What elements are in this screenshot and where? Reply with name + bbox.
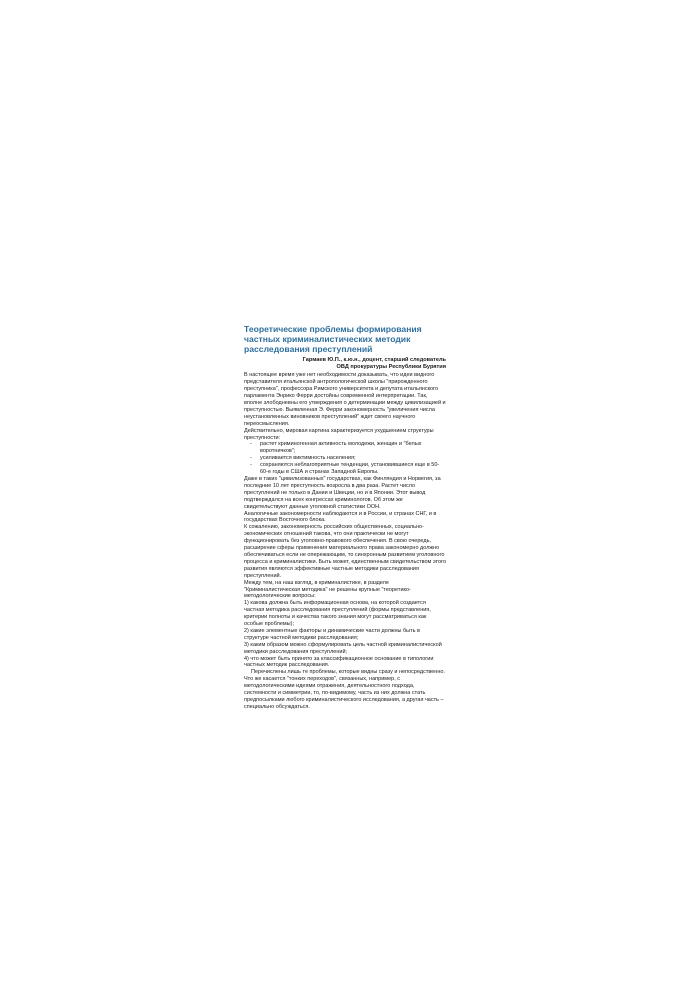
bullet-marker: - [250, 462, 252, 469]
bullet-marker: - [250, 455, 252, 462]
bullet-list [244, 441, 446, 476]
bullet-text: сохраняются неблагоприятные тенденции, установившиеся еще в 50-60-е годы в США и странах Западной Европы. [260, 462, 440, 476]
bullet-text: растет криминогенная активность молодежи, женщин и "белых воротничков"; [260, 441, 422, 455]
paragraph-statistics: Даже в таких "цивилизованных" государствах, как Финляндия и Норвегия, за последние 10 лет преступность возросла в два раза. Растет число преступлений не только в Дании и Швеции, но и в Японии. Этот вывод подтверждался на всех конгрессах криминологов. Об этом же свидетельствуют данные уголовной статистики ООН. [244, 476, 441, 510]
question-3: 3) каким образом можно сформулировать цель частной криминалистической методики расследования преступлений; [244, 641, 442, 655]
bullet-item [250, 455, 446, 462]
paragraph-structure: Действительно, мировая картина характеризуется ухудшением структуры преступности: [244, 427, 434, 441]
paragraph-questions: Между тем, на наш взгляд, в криминалистике, в разделе "Криминалистическая методика" не решены крупные "теоретико-методологические вопросы: [244, 579, 411, 600]
bullet-text: усиливается виктимность населения; [260, 455, 356, 462]
paragraph-conclusion: Перечислены лишь те проблемы, которые видны сразу и непосредственно. Что же касается "тонких переходов", связанных, например, с методологическими идеями отражения, деятельностного подхода, системности и симметрии, то, по-видимому, часть из них должна стать предпосылками любого криминалистического исследования, а другая часть – специально обсуждаться. [244, 669, 445, 710]
question-2: 2) какие элементные факторы и динамические части должны быть в структуре частной методики расследования; [244, 627, 420, 641]
question-1: 1) какова должна быть информационная основа, на которой создается частная методика расследования преступлений (формы представления, критерии полноты и качества такого знания могут рассматриваться как особые проблемы); [244, 600, 431, 628]
bullet-marker: - [250, 441, 252, 448]
article [244, 324, 446, 711]
paragraph-regret: К сожалению, закономерность российских общественных, социально-экономических отношений такова, что они практически не могут функционировать без уголовно-правового обеспечения. В свою очередь, расширение сферы применения материального права закономерно должно обеспечиваться если не опережающим, то синхронным развитием уголовного процесса и криминалистики. Быть может, единственным свидетельством этого развития являются эффективные частные методики расследования преступлений. [244, 524, 447, 579]
article-title: Теоретические проблемы формирования частных криминалистических методик расследования преступлений [244, 324, 422, 355]
question-4: 4) что может быть принято за классификационное основание в типологии частных методик расследования. [244, 655, 434, 669]
paragraph-intro: В настоящее время уже нет необходимости доказывать, что идеи видного представителя итальянской антропологической школы "прирожденного преступника", профессора Римского университета и депутата итальянского парламента Энрико Ферри достойны современной интерпретации. Так, вполне злободневны его утверждения о детерминации между цивилизацией и преступностью. Выявленная Э. Ферри закономерность "увеличения числа неустановленных виновников преступлений" ждет своего научного переосмысления. [244, 372, 446, 427]
author-name-line: Гармаев Ю.П., к.ю.н., доцент, старший следователь [302, 356, 446, 363]
author-block [244, 357, 446, 371]
bullet-item [250, 462, 446, 476]
paragraph-analogous: Аналогичные закономерности наблюдаются и в России, и странах СНГ, и в государствах Восточного блока. [244, 510, 437, 524]
author-affiliation-line: ОВД прокуратуры Республики Бурятия [336, 363, 446, 370]
bullet-item [250, 441, 446, 455]
